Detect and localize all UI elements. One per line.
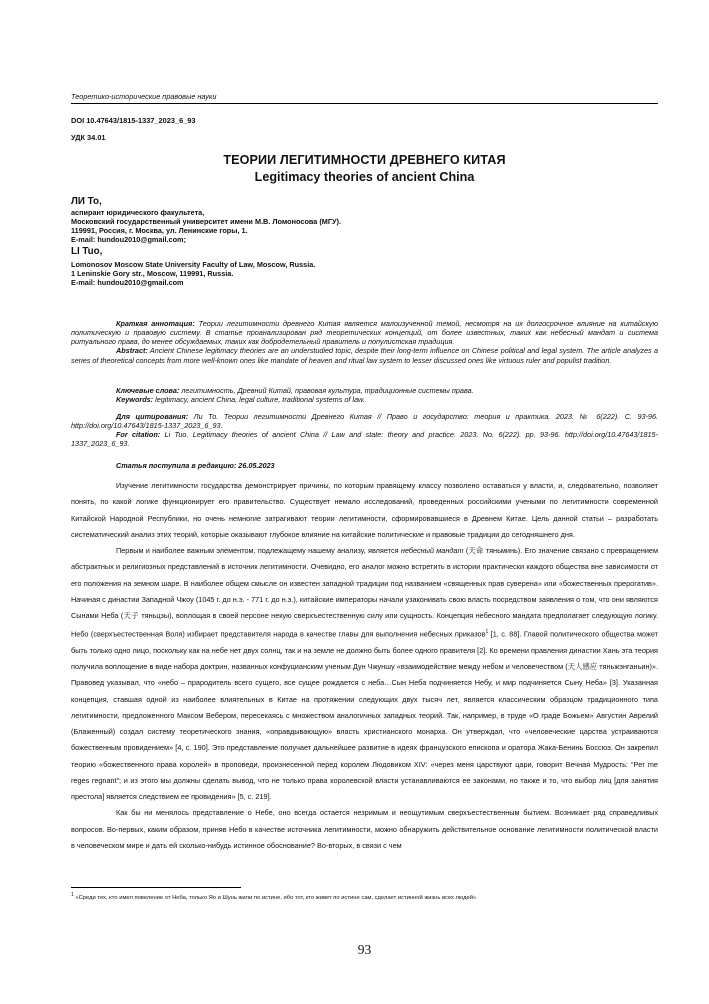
title-russian: ТЕОРИИ ЛЕГИТИМНОСТИ ДРЕВНЕГО КИТАЯ (223, 153, 506, 167)
citation-ru-label: Для цитирования: (116, 412, 189, 421)
citation-block (71, 412, 658, 449)
abstract-ru: Краткая аннотация: Теории легитимности древнего Китая является малоизученной темой, несмотря на их долгосрочное влияние на китайскую политическую и правовую систему. В статье проанализирован ряд теоретических концепций, от более известных, таких как небесный мандат и система ритуального права, до менее обсуждаемых, таких как добродетельный правитель и популистская традиция. (71, 319, 659, 347)
author-name-ru: ЛИ То, (71, 196, 102, 207)
keywords-block (71, 386, 658, 404)
doi: DOI 10.47643/1815-1337_2023_6_93 (71, 116, 196, 125)
footnote-divider (71, 887, 241, 888)
keywords-en-label: Keywords: (116, 395, 154, 405)
author-affiliation-ru (71, 208, 341, 244)
citation-en-label: For citation: (116, 430, 161, 440)
page-number: 93 (357, 942, 372, 957)
abstract-en-label: Abstract: (116, 346, 148, 356)
abstract-en: Abstract: Ancient Chinese legitimacy theories are an understudied topic, despite their long-term influence on Chinese political and legal system. The article analyzes a series of theoretical concepts from more well-known ones like mandate of heaven and ritual law system to lesser discussed ones like virtuous ruler and populist tradition. (71, 346, 659, 365)
keywords-en: Keywords: legitimacy, ancient China, legal culture, traditional systems of law. (116, 395, 365, 405)
citation-ru: Для цитирования: Ли То. Теории легитимности Древнего Китая // Право и государство: теория и практика. 2023. № 6(222). С. 93-96. http://doi.org/10.47643/1815-1337_2023_6_93. (71, 412, 659, 431)
citation-en: For citation: Li Tuo. Legitimacy theories of ancient China // Law and state: theory and practice. 2023. No. 6(222). pp. 93-96. http://doi.org/10.47643/1815-1337_2023_6_93. (71, 430, 659, 449)
abstract-ru-label: Краткая аннотация: (116, 319, 195, 328)
footnote-ref[interactable]: 1 (485, 629, 489, 636)
author-name-en: LI Tuo, (71, 246, 103, 257)
affiliation-line: 1 Leninskie Gory str., Moscow, 119991, Russia. (71, 269, 234, 278)
abstract-block (71, 319, 658, 365)
udk: УДК 34.01 (71, 133, 106, 142)
affiliation-line: Lomonosov Moscow State University Faculty of Law, Moscow, Russia. (71, 260, 316, 269)
article-body (71, 478, 658, 854)
author-email: E-mail: hundou2010@gmail.com (71, 278, 184, 287)
body-paragraph: Первым и наиболее важным элементом, подлежащему нашему анализу, является небесный мандат (天命 тяньминь). Его значение связано с превращением абстрактных и религиозных представлений в источник легитимности. Очевидно, его аналог можно встретить в истории практически каждого общества вне зависимости от его положения на земном шаре. В наиболее общем смысле он известен западной традиции под названием «священных прав суверена» или «божественных прерогатив». Начиная с династии Западной Чжоу (1045 г. до н.э. - 771 г. до н.э.), китайские императоры начали узаконивать свою власть посредством заявления о том, что они являются Сынами Неба (天子 тяньцзы), воплощая в своей персоне некую сверхъестественную силу или сущность. Концепция небесного мандата предполагает следующую логику. Небо (сверхъестественная Воля) избирает представителя народа в качестве главы для выполнения небесных приказов$^1$ [1, с. 88]. Главой политического общества может быть только одно лицо, поскольку как на небе нет двух солнц, так и на земле не должно быть более одного правителя [2]. Ко времени правления династии Хань эта теория получила воплощение в виде набора доктрин, названных конфуцианским ученым Дун Чжуншу «взаимодействие между небом и человечеством (天人感应 тяньжэнганьин)». Правовед указывал, что «небо – прародитель всего сущего, все сущее рождается с неба…Сын Неба подчиняется Небу, и мир подчиняется Сыну Неба» [3]. Указанная концепция, ставшая одной из наиболее влиятельных в Китае на протяжении следующих двух тысяч лет, является классическим образцом традиционного типа легитимности, предложенного Максом Вебером, пересекаясь с множеством аналогичных западных теорий. Так, например, в труде «О граде Божьем» Августин Аврелий (Блаженный) создал систему теоретического знания, «оправдывающую» власть христианского монарха. Он утверждал, что «человеческие царства устраиваются божественным провидением» [4, с. 190]. Это представление получает дальнейшее развитие в идеях французского епископа и оратора Жака-Бенинь Боссюэ. Он закрепил теорию «божественного права королей» в проповеди, произнесенной перед королем Людовиком XIV: «через меня царствуют цари, говорит Вечная Мудрость: “Per me reges regnant”; и из этого мы должны сделать вывод, что не только права королевской власти устанавливаются ее законами, но также и то, что выбор лиц [для занятия престола] является следствием ее провидения» [5, с. 219]. (71, 546, 658, 802)
keywords-ru: Ключевые слова: легитимность, Древний Китай, правовая культура, традиционные системы права. (116, 386, 474, 395)
received-date: Статья поступила в редакцию: 26.05.2023 (116, 461, 275, 470)
author-affiliation-en (71, 260, 315, 287)
title-english: Legitimacy theories of ancient China (254, 170, 475, 184)
author-email: E-mail: hundou2010@gmail.com; (71, 235, 186, 244)
running-header: Теоретико-исторические правовые науки (71, 92, 658, 104)
affiliation-line: Московский государственный университет имени М.В. Ломоносова (МГУ). (71, 217, 342, 226)
body-paragraph: Как бы ни менялось представление о Небе, оно всегда остается незримым и неощутимым сверхъестественным бытием. Возникает ряд справедливых вопросов. Во-первых, каким образом, приняв Небо в качестве источника легитимности, можно обнаружить действительное основание легитимности политической власти в человеческом мире и дать ей сколько-нибудь истинное обоснование? Во-вторых, в связи с чем (71, 808, 658, 850)
affiliation-line: аспирант юридического факультета, (71, 208, 205, 217)
keywords-ru-label: Ключевые слова: (116, 386, 180, 395)
affiliation-line: 119991, Россия, г. Москва, ул. Ленинские горы, 1. (71, 226, 248, 235)
body-paragraph: Изучение легитимности государства демонстрирует причины, по которым правящему классу позволено оставаться у власти, и, следовательно, позволяет понять, по какой логике функционирует его правительство. Существует немало исследований, проведенных российскими учеными по легитимности современной Китайской Народной Республики, но очень немногие затрагивают теории легитимности, сформировавшиеся в Древнем Китае. Цель данной статьи – разработать систематический анализ этих теорий, которые оказывают глубокое влияние на китайские политические и правовые традиции до сегодняшнего дня. (71, 481, 658, 539)
footnote: $^1$ «Среди тех, кто имел повеление от Неба, только Яо и Шунь жили по истине, ибо тот, кто живет по истине сам, сделает истинной жизнь всех людей». (71, 892, 478, 901)
